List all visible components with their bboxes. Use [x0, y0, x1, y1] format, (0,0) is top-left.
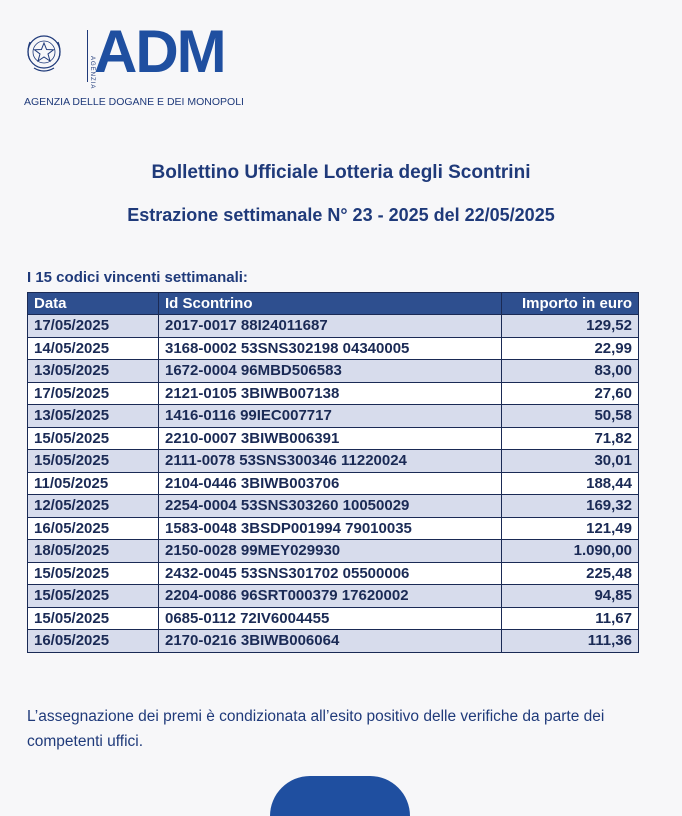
italian-republic-emblem-icon: [24, 30, 64, 74]
table-row: [28, 450, 639, 473]
cell-receipt-id: 2170-0216 3BIWB006064: [159, 630, 502, 653]
cell-receipt-id: 2204-0086 96SRT000379 17620002: [159, 585, 502, 608]
cell-date: 11/05/2025: [28, 472, 159, 495]
table-row: [28, 337, 639, 360]
cell-date: 17/05/2025: [28, 382, 159, 405]
cell-date: 13/05/2025: [28, 405, 159, 428]
table-row: [28, 540, 639, 563]
header-date: Data: [28, 293, 159, 315]
header-amount: Importo in euro: [502, 293, 639, 315]
cell-receipt-id: 3168-0002 53SNS302198 04340005: [159, 337, 502, 360]
cell-date: 13/05/2025: [28, 360, 159, 383]
header-receipt-id: Id Scontrino: [159, 293, 502, 315]
table-header-row: [28, 293, 639, 315]
cell-date: 15/05/2025: [28, 427, 159, 450]
decorative-arc: [270, 776, 410, 816]
cell-amount: 83,00: [502, 360, 639, 383]
cell-date: 14/05/2025: [28, 337, 159, 360]
cell-amount: 22,99: [502, 337, 639, 360]
table-row: [28, 562, 639, 585]
cell-receipt-id: 2254-0004 53SNS303260 10050029: [159, 495, 502, 518]
table-row: [28, 585, 639, 608]
table-row: [28, 495, 639, 518]
cell-receipt-id: 2104-0446 3BIWB003706: [159, 472, 502, 495]
agency-name: AGENZIA DELLE DOGANE E DEI MONOPOLI: [24, 96, 244, 108]
page-title: Bollettino Ufficiale Lotteria degli Scontrini: [151, 162, 531, 183]
cell-receipt-id: 1672-0004 96MBD506583: [159, 360, 502, 383]
cell-amount: 94,85: [502, 585, 639, 608]
cell-receipt-id: 2121-0105 3BIWB007138: [159, 382, 502, 405]
table-row: [28, 382, 639, 405]
winning-codes-table: [27, 292, 639, 653]
cell-receipt-id: 2150-0028 99MEY029930: [159, 540, 502, 563]
table-row: [28, 360, 639, 383]
cell-receipt-id: 2432-0045 53SNS301702 05500006: [159, 562, 502, 585]
cell-date: 18/05/2025: [28, 540, 159, 563]
cell-date: 12/05/2025: [28, 495, 159, 518]
cell-amount: 27,60: [502, 382, 639, 405]
cell-amount: 169,32: [502, 495, 639, 518]
cell-amount: 188,44: [502, 472, 639, 495]
cell-receipt-id: 2111-0078 53SNS300346 11220024: [159, 450, 502, 473]
table-row: [28, 517, 639, 540]
cell-receipt-id: 0685-0112 72IV6004455: [159, 607, 502, 630]
cell-amount: 121,49: [502, 517, 639, 540]
footer-note: L’assegnazione dei premi è condizionata all’esito positivo delle verifiche da parte dei competenti uffici.: [27, 708, 605, 750]
cell-amount: 111,36: [502, 630, 639, 653]
cell-receipt-id: 1416-0116 99IEC007717: [159, 405, 502, 428]
cell-amount: 129,52: [502, 315, 639, 338]
table-caption: I 15 codici vincenti settimanali:: [27, 269, 248, 286]
table-row: [28, 315, 639, 338]
cell-amount: 225,48: [502, 562, 639, 585]
adm-logo-text: ADM: [94, 18, 225, 85]
logo-divider: [87, 30, 88, 82]
table-row: [28, 472, 639, 495]
table-row: [28, 607, 639, 630]
cell-amount: 30,01: [502, 450, 639, 473]
cell-date: 16/05/2025: [28, 517, 159, 540]
table-row: [28, 630, 639, 653]
cell-amount: 71,82: [502, 427, 639, 450]
cell-receipt-id: 1583-0048 3BSDP001994 79010035: [159, 517, 502, 540]
cell-date: 17/05/2025: [28, 315, 159, 338]
cell-date: 15/05/2025: [28, 585, 159, 608]
adm-header: [24, 18, 284, 116]
table-row: [28, 405, 639, 428]
cell-amount: 11,67: [502, 607, 639, 630]
cell-date: 15/05/2025: [28, 562, 159, 585]
page-subtitle: Estrazione settimanale N° 23 - 2025 del 22/05/2025: [127, 205, 555, 225]
cell-amount: 50,58: [502, 405, 639, 428]
cell-date: 15/05/2025: [28, 607, 159, 630]
logo-vertical-label: AGENZIA: [89, 56, 95, 90]
cell-receipt-id: 2017-0017 88I24011687: [159, 315, 502, 338]
cell-date: 15/05/2025: [28, 450, 159, 473]
cell-amount: 1.090,00: [502, 540, 639, 563]
cell-date: 16/05/2025: [28, 630, 159, 653]
cell-receipt-id: 2210-0007 3BIWB006391: [159, 427, 502, 450]
table-row: [28, 427, 639, 450]
